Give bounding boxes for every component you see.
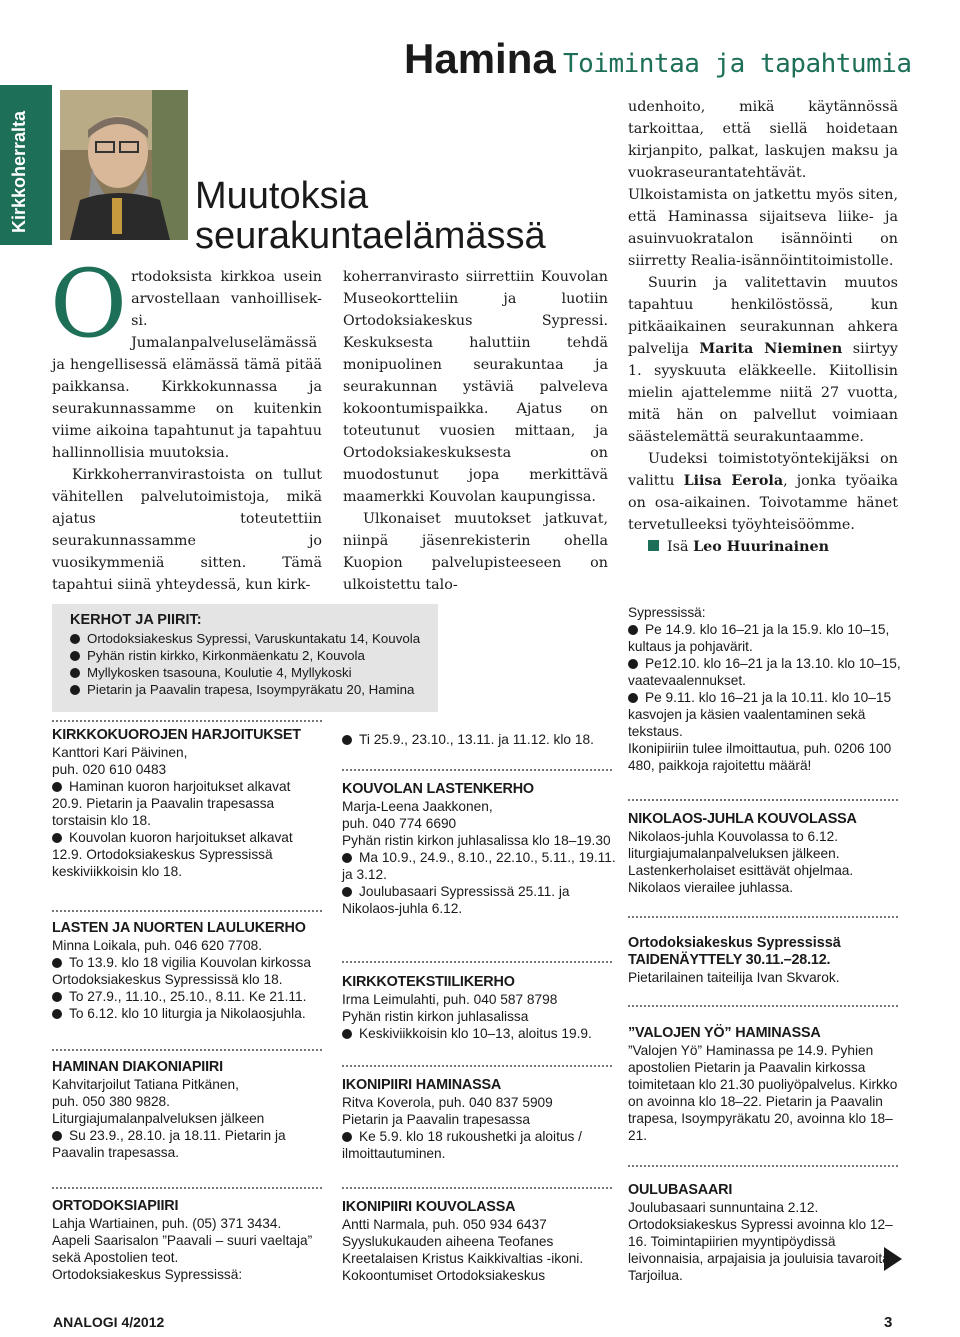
headline-line2: seurakuntaelämässä — [195, 215, 546, 257]
divider — [628, 799, 898, 801]
page-title: Hamina — [404, 35, 556, 82]
divider — [628, 1005, 898, 1007]
article-paragraph: Ulkonaiset muutokset jatkuvat, niinpä jäsenrekisterin ohella Kuopion palvelupisteeseen on ulkoistettu talo- — [343, 511, 608, 593]
event-section: Sypressissä: Pe 14.9. klo 16–21 ja la 15.9. klo 10–15, kultaus ja pohjavärit. Pe12.10. klo 16–21 ja la 13.10. klo 10–15, vaatevaalennukset. Pe 9.11. klo 16–21 ja la 10.11. klo 10–15 kasvojen ja käsien vaalentaminen sekä tekstaus. Ikonipiiriin tulee ilmoittautua, puh. 0206 100 480, paikkoja rajoitettu määrä! — [628, 604, 903, 774]
section-title: NIKOLAOS-JUHLA KOUVOLASSA — [628, 811, 857, 827]
divider — [52, 1187, 322, 1189]
article-paragraph: koherranvirasto siirrettiin Kouvolan Museokortteliin ja luotiin Ortodoksiakeskus Sypressi. Keskuksesta haluttiin tehdä monipuolinen seurakuntaa ja seurakunnan ystäviä palveleva kokoontumispaikka. Ajatus on toteutunut vuosien mittaan, ja Ortodoksiakeskuksesta on muodostunut jopa merkittävä maamerkki Kouvolan kaupungissa. — [343, 269, 608, 505]
list-item: Pietarin ja Paavalin trapesa, Isoympyräkatu 20, Hamina — [70, 681, 438, 698]
divider — [342, 961, 612, 963]
section-title: HAMINAN DIAKONIAPIIRI — [52, 1059, 223, 1075]
article-paragraph: Ortodoksista kirkkoa usein arvostellaan vanhoillisek-si. Jumalanpalveluselämässä ja hengellisessä elämässä tämä pitää paikkansa. Kirkkokunnassa ja seurakunnassamme on kuitenkin viime aikoina tapahtunut ja tapahtuu hallinnollisia muutoksia. — [50, 250, 322, 461]
section-title: KIRKKOKUOROJEN HARJOITUKSET — [52, 727, 301, 743]
divider — [342, 769, 612, 771]
section-title: LASTEN JA NUORTEN LAULUKERHO — [52, 920, 306, 936]
section-title: IKONIPIIRI KOUVOLASSA — [342, 1199, 516, 1215]
divider — [628, 916, 898, 918]
section-title: OULUBASAARI — [628, 1182, 733, 1198]
divider — [52, 720, 322, 722]
article-paragraph: Uudeksi toimistotyöntekijäksi on valittu Liisa Eerola, jonka työaika on osa-aikainen. Toivotamme hänet tervetulleeksi työyhteisöömme. — [628, 451, 898, 533]
section-title: Ortodoksiakeskus Sypressissä — [628, 935, 841, 951]
section-tab — [0, 85, 52, 245]
person-name: Marita Nieminen — [699, 341, 843, 357]
event-section: ”VALOJEN YÖ” HAMINASSA ”Valojen Yö” Haminassa pe 14.9. Pyhien apostolien Pietarin ja Paavalin kirkossa toimitetaan klo 21.30 puoliyöpalvelus. Kirkko on avoinna klo 18–22. Pietarin ja Paavalin trapesa, Isoympyräkatu 20, avoinna klo 18–21. — [628, 1025, 903, 1144]
section-tab-label: Kirkkoherralta — [9, 110, 29, 233]
divider — [52, 910, 322, 912]
article-column-1 — [50, 250, 322, 596]
article-paragraph: udenhoito, mikä käytännössä tarkoittaa, että siellä hoidetaan kirjanpito, palkat, laskujen maksu ja vuokraseurantatehtävät. Ulkoistamista on jatkettu myös siten, että Haminassa sijaitseva liike- ja asuinvuokratalon isännöinti on siirretty Realia-isännöintitoimistolle. — [628, 99, 898, 269]
section-title: KOUVOLAN LASTENKERHO — [342, 781, 534, 797]
event-section: LASTEN JA NUORTEN LAULUKERHO Minna Loikala, puh. 046 620 7708. To 13.9. klo 18 vigilia Kouvolan kirkossa Ortodoksiakeskus Sypressissä klo 18. To 27.9., 11.10., 25.10., 8.11. Ke 21.11. To 6.12. klo 10 liturgia ja Nikolaosjuhla. — [52, 920, 322, 1022]
clubs-box-title: KERHOT JA PIIRIT: — [70, 612, 202, 628]
event-section: KIRKKOKUOROJEN HARJOITUKSET Kanttori Kari Päivinen, puh. 020 610 0483 Haminan kuoron harjoitukset alkavat 20.9. Pietarin ja Paavalin trapesassa torstaisin klo 18. Kouvolan kuoron harjoitukset alkavat 12.9. Ortodoksiakeskus Sypressissä keskiviikkoisin klo 18. — [52, 727, 322, 880]
page-number: 3 — [884, 1314, 893, 1331]
section-title: TAIDENÄYTTELY 30.11.–28.12. — [628, 952, 831, 968]
clubs-box — [52, 604, 438, 712]
event-section: IKONIPIIRI HAMINASSA Ritva Koverola, puh. 040 837 5909 Pietarin ja Paavalin trapesassa Ke 5.9. klo 18 rukoushetki ja aloitus / ilmoittautuminen. — [342, 1077, 617, 1162]
person-name: Liisa Eerola — [683, 473, 784, 489]
author-photo — [60, 90, 188, 240]
magazine-name: ANALOGI 4/2012 — [53, 1314, 165, 1330]
event-section: IKONIPIIRI KOUVOLASSA Antti Narmala, puh. 050 934 6437 Syyslukukauden aiheena Teofanes Kreetalaisen Kristus Kaikkivaltias -ikoni. Kokoontumiset Ortodoksiakeskus — [342, 1199, 617, 1284]
section-title: IKONIPIIRI HAMINASSA — [342, 1077, 502, 1093]
headline-line1: Muutoksia — [195, 175, 369, 217]
event-section: Ortodoksiakeskus Sypressissä TAIDENÄYTTELY 30.11.–28.12. Pietarilainen taiteilija Ivan Skvarok. — [628, 935, 903, 986]
event-section: HAMINAN DIAKONIAPIIRI Kahvitarjoilut Tatiana Pitkänen, puh. 050 380 9828. Liturgiajumalanpalveluksen jälkeen Su 23.9., 28.10. ja 18.11. Pietarin ja Paavalin trapesassa. — [52, 1059, 322, 1161]
list-item: Pyhän ristin kirkko, Kirkonmäenkatu 2, Kouvola — [70, 647, 438, 664]
drop-cap: O — [50, 250, 128, 359]
event-section: KOUVOLAN LASTENKERHO Marja-Leena Jaakkonen, puh. 040 774 6690 Pyhän ristin kirkon juhlasalissa klo 18–19.30 Ma 10.9., 24.9., 8.10., 22.10., 5.11., 19.11. ja 3.12. Joulubasaari Sypressissä 25.11. ja Nikolaos-juhla 6.12. — [342, 781, 616, 916]
divider — [52, 1049, 322, 1051]
section-title: KIRKKOTEKSTIILIKERHO — [342, 974, 515, 990]
continue-arrow-icon — [884, 1247, 902, 1271]
divider — [628, 1165, 898, 1167]
event-section: OULUBASAARI Joulubasaari sunnuntaina 2.12. Ortodoksiakeskus Sypressi avoinna klo 12–16. Toimintapiirien myyntipöydissä leivonnaisia, arpajaisia ja jouluisia tavaroita. Tarjoilua. — [628, 1182, 903, 1284]
article-paragraph: Kirkkoherranvirastoista on tullut vähitellen palvelutoimistoja, mikä ajatus toteutettiin seurakunnassamme jo vuosikymmeniä sitten. Tämä tapahtui siinä yhteydessä, kun kirk- — [52, 467, 322, 593]
page-subtitle: Toimintaa ja tapahtumia — [563, 49, 912, 79]
list-item: Myllykosken tsasouna, Koulutie 4, Myllykoski — [70, 664, 438, 681]
event-section: KIRKKOTEKSTIILIKERHO Irma Leimulahti, puh. 040 587 8798 Pyhän ristin kirkon juhlasalissa Keskiviikkoisin klo 10–13, aloitus 19.9. — [342, 974, 617, 1042]
article-headline — [195, 176, 546, 256]
article-column-2 — [343, 266, 608, 596]
event-section: NIKOLAOS-JUHLA KOUVOLASSA Nikolaos-juhla Kouvolassa to 6.12. liturgiajumalanpalveluksen jälkeen. Lastenkerholaiset esittävät ohjelmaa. Nikolaos vierailee juhlassa. — [628, 811, 903, 896]
event-section: Ti 25.9., 23.10., 13.11. ja 11.12. klo 18. — [342, 731, 617, 748]
article-column-3 — [628, 96, 898, 558]
list-item: Ortodoksiakeskus Sypressi, Varuskuntakatu 14, Kouvola — [70, 630, 438, 647]
signature: Isä Leo Huurinainen — [628, 536, 898, 558]
event-section: ORTODOKSIAPIIRI Lahja Wartiainen, puh. (05) 371 3434. Aapeli Saarisalon ”Paavali – suuri vaeltaja” sekä Apostolien teot. Ortodoksiakeskus Sypressissä: — [52, 1198, 322, 1283]
end-square-icon — [648, 540, 659, 551]
article-paragraph: Suurin ja valitettavin muutos tapahtuu henkilöstössä, kun pitkäaikainen seurakunnan ahkera palvelija Marita Nieminen siirtyy 1. syyskuuta eläkkeelle. Kiitollisin mielin ajattelemme niitä 27 vuotta, mitä hän on palvellut voimiaan säästelemättä seurakuntaamme. — [628, 275, 898, 445]
section-title: ORTODOKSIAPIIRI — [52, 1198, 179, 1214]
section-title: ”VALOJEN YÖ” HAMINASSA — [628, 1025, 821, 1041]
divider — [342, 1065, 612, 1067]
divider — [342, 1187, 612, 1189]
